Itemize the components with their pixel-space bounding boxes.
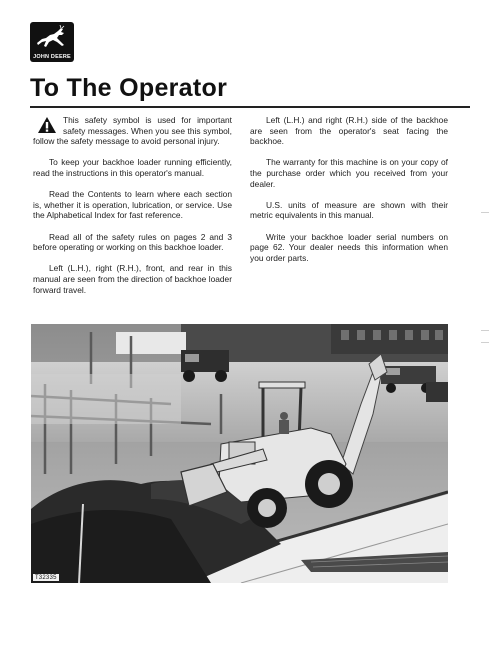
paragraph: Left (L.H.) and right (R.H.) side of the backhoe are seen from the operator's seat facing the backhoe.	[250, 115, 448, 147]
paragraph-text: This safety symbol is used for important safety messages. When you see this symbol, follow the safety message to avoid personal injury.	[33, 115, 232, 147]
leaping-deer-icon	[34, 25, 70, 51]
john-deere-logo	[30, 22, 74, 62]
backhoe-photo	[31, 324, 448, 583]
paragraph: To keep your backhoe loader running efficiently, read the instructions in this operator's manual.	[33, 157, 232, 178]
backhoe-scene	[31, 324, 448, 583]
photo-id-label: T32335	[35, 574, 57, 581]
paragraph: The warranty for this machine is on your copy of the purchase order which you received from your dealer.	[250, 157, 448, 189]
right-column	[250, 115, 448, 274]
paragraph: Read the Contents to learn where each section is, whether it is operation, lubrication, or service. Use the Alphabetical Index for fast reference.	[33, 189, 232, 221]
page-title: To The Operator	[30, 74, 228, 102]
paragraph: Write your backhoe loader serial numbers on page 62. Your dealer needs this information when you order parts.	[250, 231, 448, 263]
title-rule	[30, 106, 470, 108]
building-roof	[116, 332, 186, 354]
paragraph: Read all of the safety rules on pages 2 and 3 before operating or working on this backhoe loader.	[33, 231, 232, 253]
paragraph: Left (L.H.), right (R.H.), front, and rear in this manual are seen from the direction of backhoe loader forward travel.	[33, 263, 232, 295]
warning-triangle-icon	[37, 116, 57, 134]
safety-symbol-paragraph	[33, 115, 232, 147]
scan-mark	[481, 342, 489, 343]
scan-mark	[481, 330, 489, 331]
left-column	[33, 115, 232, 306]
paragraph: U.S. units of measure are shown with their metric equivalents in this manual.	[250, 199, 448, 221]
logo-text: JOHN DEERE	[33, 54, 71, 60]
scan-mark	[481, 212, 489, 213]
